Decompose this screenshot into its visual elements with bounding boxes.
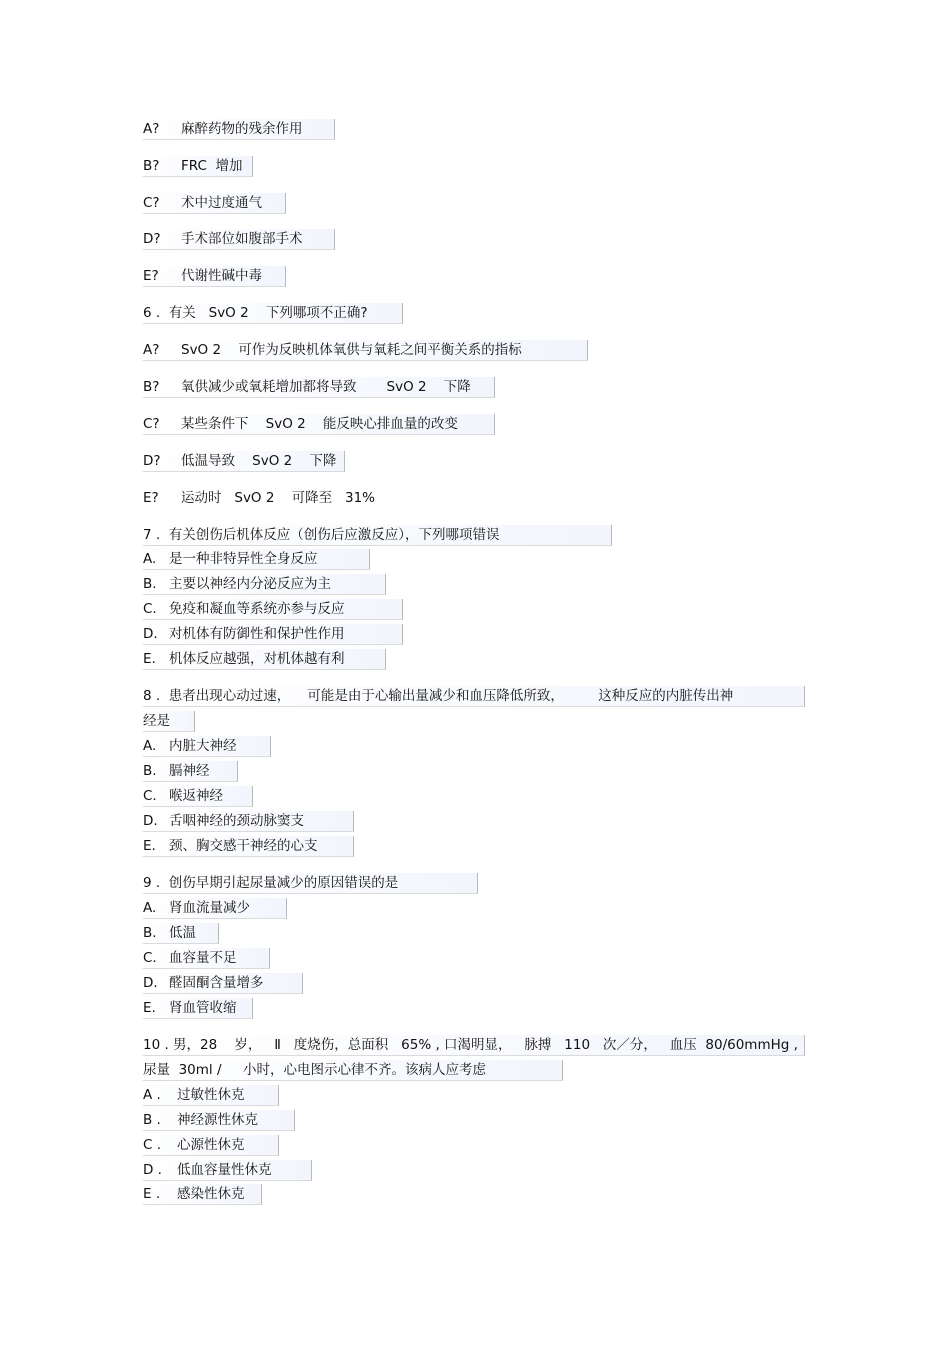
q5-option-d xyxy=(143,229,335,250)
option-label: B. xyxy=(143,576,157,592)
q6-option-e xyxy=(143,488,381,509)
option-label: A? xyxy=(143,121,160,137)
option-text: 低温导致 SvO 2 下降 xyxy=(181,453,337,469)
option-label: E? xyxy=(143,490,159,506)
q9-option-c xyxy=(143,948,270,969)
option-label: D. xyxy=(143,975,158,991)
q9-option-a xyxy=(143,898,287,919)
question-stem-continued: 尿量 30ml / 小时，心电图示心律不齐。该病人应考虑 xyxy=(143,1062,486,1078)
option-label: E . xyxy=(143,1186,161,1202)
q7-stem xyxy=(143,525,612,546)
option-label: A . xyxy=(143,1087,161,1103)
q8-option-e xyxy=(143,836,354,857)
option-label: D? xyxy=(143,231,161,247)
option-text: 代谢性碱中毒 xyxy=(181,268,262,284)
option-label: B? xyxy=(143,379,160,395)
question-stem: 6 . 有关 SvO 2 下列哪项不正确? xyxy=(143,305,368,321)
q10-stem-line1 xyxy=(143,1035,805,1056)
option-text: 低血容量性休克 xyxy=(177,1162,272,1178)
q7-option-a xyxy=(143,549,370,570)
option-label: D? xyxy=(143,453,161,469)
q10-option-e xyxy=(143,1184,262,1205)
q8-option-a xyxy=(143,736,271,757)
q10-option-b xyxy=(143,1110,295,1131)
option-label: C. xyxy=(143,788,157,804)
q10-option-a xyxy=(143,1085,279,1106)
option-label: A. xyxy=(143,551,157,567)
option-label: D. xyxy=(143,813,158,829)
q7-option-e xyxy=(143,649,386,670)
q6-option-a xyxy=(143,340,588,361)
option-label: B? xyxy=(143,158,160,174)
q6-option-d xyxy=(143,451,345,472)
option-text: 感染性休克 xyxy=(177,1186,245,1202)
q5-option-e xyxy=(143,266,286,287)
option-text: 术中过度通气 xyxy=(181,195,262,211)
option-text: 醛固酮含量增多 xyxy=(169,975,264,991)
q8-option-d xyxy=(143,811,354,832)
q9-option-e xyxy=(143,998,253,1019)
option-text: 手术部位如腹部手术 xyxy=(181,231,303,247)
option-label: B . xyxy=(143,1112,161,1128)
option-text: 血容量不足 xyxy=(169,950,237,966)
q8-option-c xyxy=(143,786,253,807)
option-label: E? xyxy=(143,268,159,284)
option-text: 内脏大神经 xyxy=(169,738,237,754)
option-text: 主要以神经内分泌反应为主 xyxy=(169,576,331,592)
option-label: E. xyxy=(143,651,156,667)
option-text: 膈神经 xyxy=(169,763,210,779)
option-text: 低温 xyxy=(169,925,196,941)
option-text: 某些条件下 SvO 2 能反映心排血量的改变 xyxy=(181,416,458,432)
option-text: FRC 增加 xyxy=(181,158,243,174)
option-text: 肾血流量减少 xyxy=(169,900,250,916)
option-label: A? xyxy=(143,342,160,358)
option-text: 运动时 SvO 2 可降至 31% xyxy=(181,490,375,506)
option-label: B. xyxy=(143,763,157,779)
option-label: B. xyxy=(143,925,157,941)
option-label: E. xyxy=(143,1000,156,1016)
option-text: 舌咽神经的颈动脉窦支 xyxy=(169,813,304,829)
option-label: A. xyxy=(143,738,157,754)
q9-option-b xyxy=(143,923,219,944)
option-label: C. xyxy=(143,950,157,966)
question-stem: 9 . 创伤早期引起尿量减少的原因错误的是 xyxy=(143,875,399,891)
option-text: 喉返神经 xyxy=(169,788,223,804)
option-label: C . xyxy=(143,1137,162,1153)
q10-option-d xyxy=(143,1160,312,1181)
option-text: 机体反应越强，对机体越有利 xyxy=(169,651,345,667)
q9-stem xyxy=(143,873,478,894)
q7-option-d xyxy=(143,624,403,645)
question-stem-continued: 经是 xyxy=(143,713,170,729)
q6-option-c xyxy=(143,414,495,435)
q9-option-d xyxy=(143,973,303,994)
option-text: 麻醉药物的残余作用 xyxy=(181,121,303,137)
q8-stem-line2 xyxy=(143,711,195,732)
option-text: 肾血管收缩 xyxy=(169,1000,237,1016)
question-stem: 7 . 有关创伤后机体反应（创伤后应激反应），下列哪项错误 xyxy=(143,527,500,543)
option-label: D . xyxy=(143,1162,162,1178)
q6-stem xyxy=(143,303,403,324)
option-label: D. xyxy=(143,626,158,642)
q7-option-c xyxy=(143,599,403,620)
option-label: A. xyxy=(143,900,157,916)
option-label: C? xyxy=(143,195,160,211)
option-text: 颈、胸交感干神经的心支 xyxy=(169,838,318,854)
option-text: 对机体有防御性和保护性作用 xyxy=(169,626,345,642)
q10-stem-line2 xyxy=(143,1060,563,1081)
option-label: E. xyxy=(143,838,156,854)
q8-stem-line1 xyxy=(143,686,805,707)
option-text: 是一种非特异性全身反应 xyxy=(169,551,318,567)
option-label: C. xyxy=(143,601,157,617)
q5-option-a xyxy=(143,119,335,140)
q5-option-b xyxy=(143,156,253,177)
option-text: 心源性休克 xyxy=(177,1137,245,1153)
option-text: 过敏性休克 xyxy=(177,1087,245,1103)
option-text: 氧供减少或氧耗增加都将导致 SvO 2 下降 xyxy=(181,379,471,395)
q8-option-b xyxy=(143,761,238,782)
question-stem: 8 . 患者出现心动过速， 可能是由于心输出量减少和血压降低所致， 这种反应的内脏传出神 xyxy=(143,688,734,704)
question-stem: 10 . 男，28 岁， Ⅱ 度烧伤，总面积 65% , 口渴明显， 脉搏 110 次／分， 血压 80/60mmHg , xyxy=(143,1037,798,1053)
q6-option-b xyxy=(143,377,495,398)
option-text: 免疫和凝血等系统亦参与反应 xyxy=(169,601,345,617)
option-text: 神经源性休克 xyxy=(177,1112,258,1128)
option-label: C? xyxy=(143,416,160,432)
q7-option-b xyxy=(143,574,386,595)
q5-option-c xyxy=(143,193,286,214)
q10-option-c xyxy=(143,1135,279,1156)
option-text: SvO 2 可作为反映机体氧供与氧耗之间平衡关系的指标 xyxy=(181,342,522,358)
